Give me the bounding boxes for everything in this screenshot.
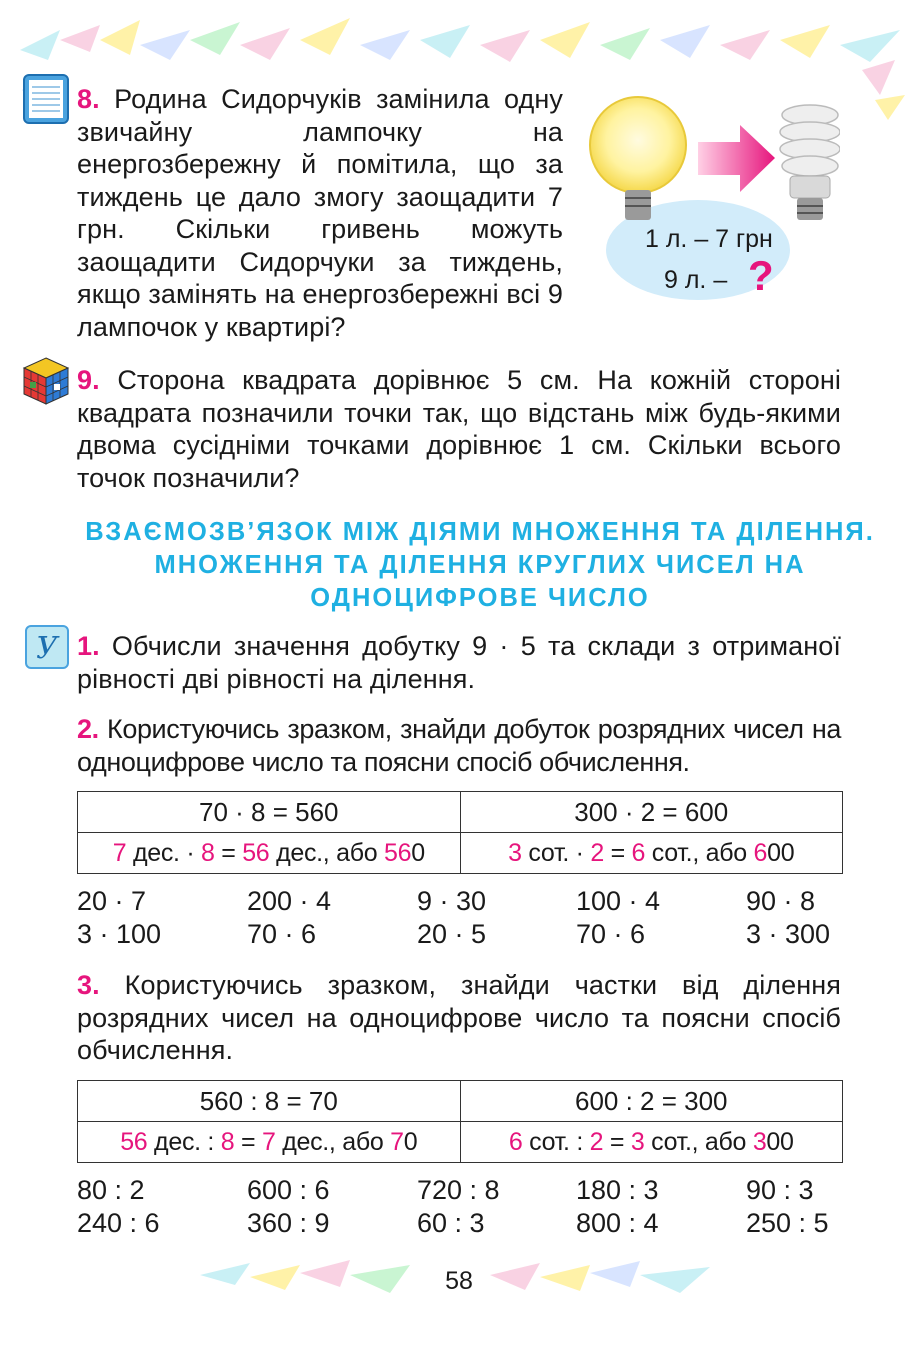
task-8-text [77, 83, 563, 343]
lamp-caption-line-2: 9 л. – [664, 266, 728, 294]
task-9-text [77, 364, 841, 494]
sample-equation-right: 600 : 2 = 300 [460, 1081, 843, 1122]
division-exercises [77, 1174, 847, 1240]
exercise-item: 180 : 3 [576, 1175, 659, 1205]
exercise-item: 20 · 5 [417, 919, 487, 949]
exercise-item: 60 : 3 [417, 1208, 485, 1238]
exercise-item: 70 · 6 [247, 919, 317, 949]
exercise-number: 2. [77, 714, 99, 744]
sample-explanation-right: 6 сот. : 2 = 3 сот., або 300 [460, 1122, 843, 1163]
page-number: 58 [445, 1267, 473, 1295]
sample-explanation-right: 3 сот. · 2 = 6 сот., або 600 [460, 833, 843, 874]
exercise-item: 20 · 7 [77, 886, 147, 916]
svg-text:У: У [36, 631, 58, 666]
exercise-body: Користуючись зразком, знайди частки від ділення розрядних чисел на одноцифрове число та поясни спосіб обчислення. [77, 970, 842, 1065]
exercise-body: Користуючись зразком, знайди добуток розрядних чисел на одноцифрове число та поясни спосіб обчислення. [77, 714, 841, 777]
exercise-item: 720 : 8 [417, 1175, 500, 1205]
task-body: Сторона квадрата дорівнює 5 см. На кожній стороні квадрата позначили точки так, що відстань між будь-якими двома сусідніми точками дорівнює 1 см. Скільки всього точок позначили? [77, 365, 841, 493]
sample-equation-right: 300 · 2 = 600 [460, 792, 843, 833]
exercise-item: 90 : 3 [746, 1175, 814, 1205]
lamp-caption-line-1: 1 л. – 7 грн [645, 225, 773, 253]
exercise-item: 9 · 30 [417, 886, 487, 916]
exercise-item: 3 · 100 [77, 919, 162, 949]
oral-task-icon [24, 624, 70, 675]
exercise-1-text [77, 630, 841, 695]
exercise-item: 240 : 6 [77, 1208, 160, 1238]
exercise-item: 600 : 6 [247, 1175, 330, 1205]
exercise-item: 70 · 6 [576, 919, 646, 949]
exercise-item: 360 : 9 [247, 1208, 330, 1238]
exercise-2-text [77, 713, 841, 778]
exercise-number: 3. [77, 970, 100, 1000]
task-number: 8. [77, 84, 100, 114]
exercise-number: 1. [77, 631, 100, 661]
sample-equation-left: 560 : 8 = 70 [78, 1081, 461, 1122]
division-sample-table [77, 1080, 843, 1163]
sample-equation-left: 70 · 8 = 560 [78, 792, 461, 833]
exercise-item: 80 : 2 [77, 1175, 145, 1205]
exercise-item: 100 · 4 [576, 886, 661, 916]
exercise-3-text [77, 969, 841, 1067]
exercise-item: 200 · 4 [247, 886, 332, 916]
task-number: 9. [77, 365, 100, 395]
multiplication-exercises [77, 885, 847, 951]
notebook-icon [22, 73, 70, 130]
question-mark: ? [748, 252, 774, 299]
sample-explanation-left: 7 дес. · 8 = 56 дес., або 560 [78, 833, 461, 874]
exercise-item: 90 · 8 [746, 886, 816, 916]
exercise-item: 250 : 5 [746, 1208, 829, 1238]
task-body: Родина Сидорчуків замінила одну звичайну лампочку на енергозбережну й помітила, що за тиждень це дало змогу заощадити 7 грн. Скільки гривень можуть заощадити Сидорчуки за тиждень, якщо замінять на енергозбережні всі 9 лампочок у квартирі? [77, 84, 563, 342]
exercise-item: 3 · 300 [746, 919, 831, 949]
multiplication-sample-table [77, 791, 843, 874]
exercise-item: 800 : 4 [576, 1208, 659, 1238]
section-heading: ВЗАЄМОЗВ’ЯЗОК МІЖ ДІЯМИ МНОЖЕННЯ ТА ДІЛЕННЯ. МНОЖЕННЯ ТА ДІЛЕННЯ КРУГЛИХ ЧИСЕЛ НА ОДНОЦИФРОВЕ ЧИСЛО [85, 518, 875, 612]
exercise-body: Обчисли значення добутку 9 · 5 та склади з отриманої рівності дві рівності на ділення. [77, 631, 841, 694]
rubik-cube-icon [22, 356, 70, 411]
sample-explanation-left: 56 дес. : 8 = 7 дес., або 70 [78, 1122, 461, 1163]
